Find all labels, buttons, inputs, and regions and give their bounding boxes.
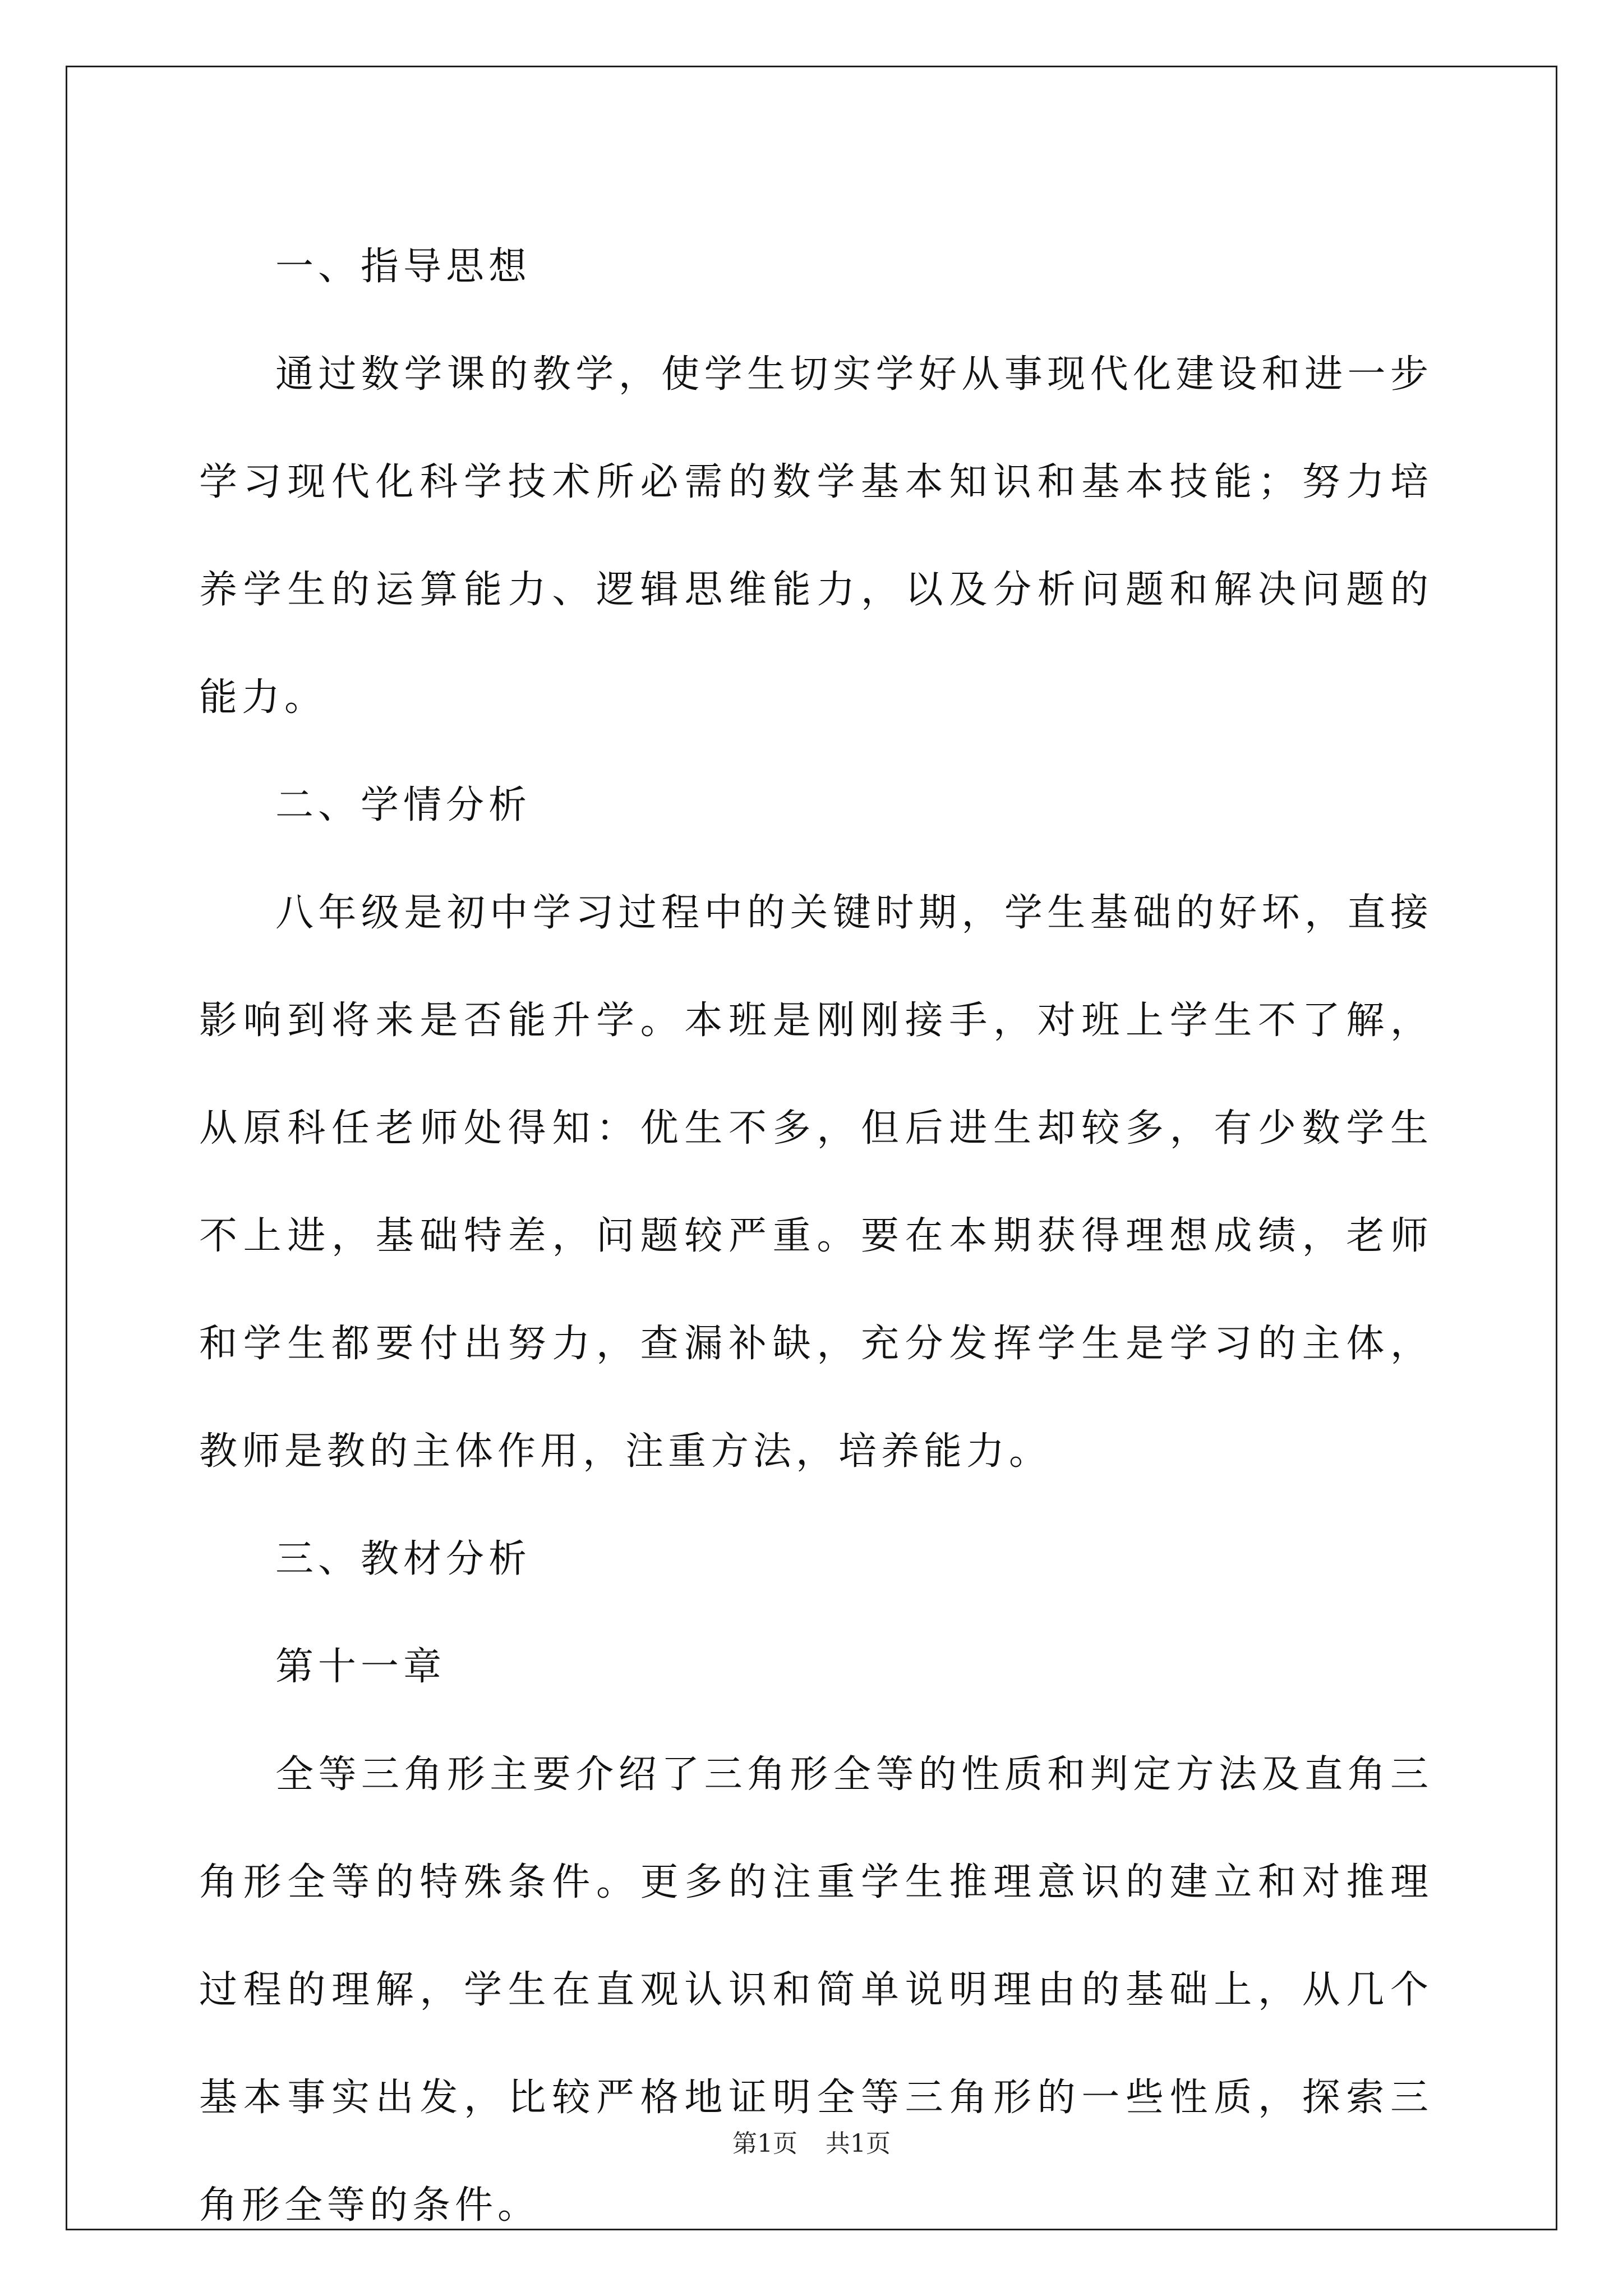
chapter-heading-eleven: 第十一章	[275, 1645, 446, 1689]
section-heading-textbook-analysis: 三、教材分析	[275, 1537, 532, 1581]
section-heading-student-analysis: 二、学情分析	[275, 783, 532, 827]
page-footer	[0, 2123, 1623, 2159]
page-number: 第1页	[732, 2129, 797, 2158]
section-heading-guiding-ideology: 一、指导思想	[275, 245, 532, 289]
paragraph-guiding-ideology: 通过数学课的教学，使学生切实学好从事现代化建设和进一步学习现代化科学技术所必需的数学基本知识和基本技能；努力培养学生的运算能力、逻辑思维能力，以及分析问题和解决问题的能力。	[199, 352, 1433, 720]
document-body	[199, 213, 1433, 2260]
page-total: 共1页	[826, 2129, 891, 2158]
paragraph-student-analysis: 八年级是初中学习过程中的关键时期，学生基础的好坏，直接影响到将来是否能升学。本班是刚刚接手，对班上学生不了解，从原科任老师处得知：优生不多，但后进生却较多，有少数学生不上进，基础特差，问题较严重。要在本期获得理想成绩，老师和学生都要付出努力，查漏补缺，充分发挥学生是学习的主体，教师是教的主体作用，注重方法，培养能力。	[199, 891, 1433, 1474]
paragraph-chapter-eleven: 全等三角形主要介绍了三角形全等的性质和判定方法及直角三角形全等的特殊条件。更多的注重学生推理意识的建立和对推理过程的理解，学生在直观认识和简单说明理由的基础上，从几个基本事实出发，比较严格地证明全等三角形的一些性质，探索三角形全等的条件。	[199, 1752, 1433, 2228]
